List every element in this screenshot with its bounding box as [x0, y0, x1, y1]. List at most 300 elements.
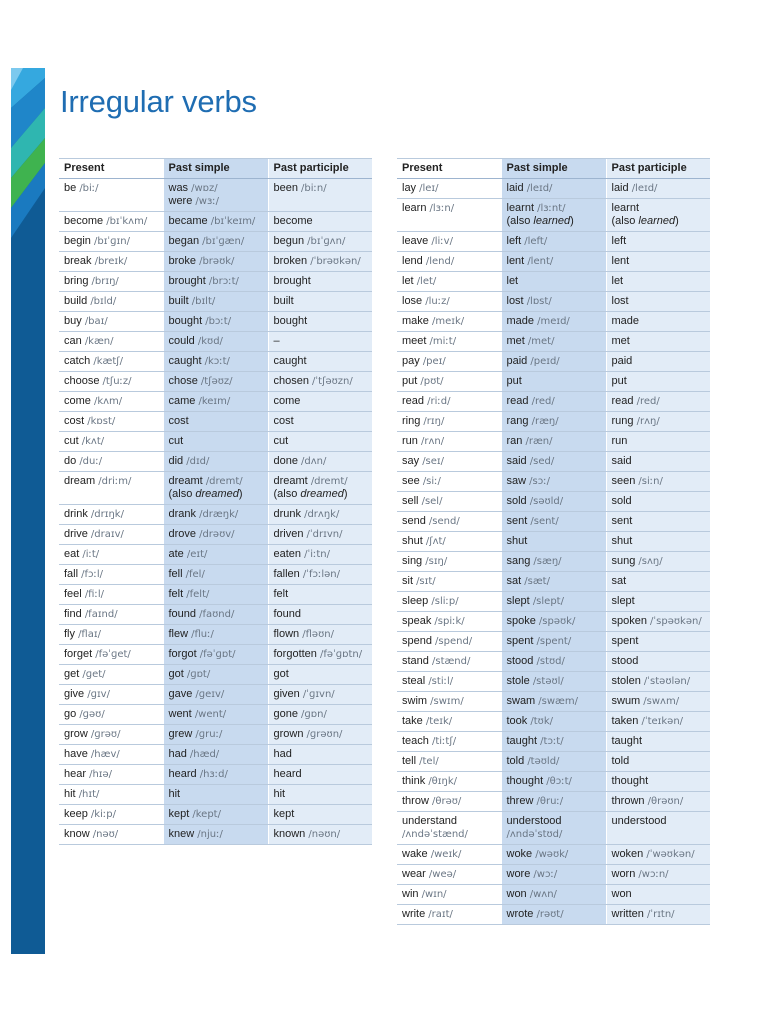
past-word-2: were — [168, 195, 193, 207]
present-ipa: /pʊt/ — [420, 376, 444, 387]
present-ipa: /faɪnd/ — [84, 609, 118, 620]
table-row — [397, 572, 710, 592]
present-ipa: /luːz/ — [425, 296, 450, 307]
past-word: became — [168, 215, 208, 227]
table-row — [397, 885, 710, 905]
cell-present — [59, 665, 163, 685]
present-ipa: /rʌn/ — [420, 436, 445, 447]
table-row — [397, 692, 710, 712]
part-word: dreamt — [273, 475, 308, 487]
cell-past-participle — [606, 432, 710, 452]
past-word: taught — [506, 735, 538, 747]
past-word: hit — [168, 788, 181, 800]
cell-past-simple — [501, 845, 606, 865]
present-ipa: /stænd/ — [431, 656, 471, 667]
part-word: lost — [611, 295, 629, 307]
cell-past-simple — [501, 472, 606, 492]
past-word: began — [168, 235, 200, 247]
cell-present — [397, 772, 501, 792]
header-present: Present — [59, 159, 163, 179]
present-ipa: /ʃʌt/ — [425, 536, 446, 547]
table-row — [397, 672, 710, 692]
present-ipa: /weə/ — [428, 869, 457, 880]
cell-past-simple — [501, 792, 606, 812]
past-word: sent — [506, 515, 528, 527]
past-word: wrote — [506, 908, 534, 920]
part-ipa: /sʌŋ/ — [638, 556, 663, 567]
cell-past-participle — [606, 312, 710, 332]
part-word: built — [273, 295, 294, 307]
cell-past-participle — [606, 532, 710, 552]
note-alternative-form: learned — [533, 215, 571, 227]
past-word: lost — [506, 295, 524, 307]
present-word: cost — [64, 415, 85, 427]
table-row — [397, 452, 710, 472]
cell-past-participle — [268, 525, 372, 545]
present-ipa: /swɪm/ — [430, 696, 464, 707]
cell-present — [397, 885, 501, 905]
cell-past-participle — [606, 672, 710, 692]
cell-past-simple — [163, 645, 268, 665]
table-row — [397, 252, 710, 272]
part-word: kept — [273, 808, 295, 820]
past-ipa: /hɜːd/ — [199, 769, 228, 780]
part-word: begun — [273, 235, 305, 247]
header-past-simple: Past simple — [163, 159, 268, 179]
part-word: chosen — [273, 375, 309, 387]
past-ipa: /went/ — [194, 709, 227, 720]
past-word: lent — [506, 255, 525, 267]
cell-present — [59, 392, 163, 412]
cell-past-participle — [606, 352, 710, 372]
present-ipa: /bɪˈɡɪn/ — [93, 236, 130, 247]
past-word: went — [168, 708, 192, 720]
cell-past-participle — [606, 472, 710, 492]
cell-past-simple — [501, 552, 606, 572]
past-ipa: /rəʊt/ — [536, 909, 564, 920]
part-word: worn — [611, 868, 636, 880]
part-ipa: /leɪd/ — [631, 183, 658, 194]
past-word: spoke — [506, 615, 536, 627]
table-row — [59, 725, 372, 745]
table-row — [59, 179, 372, 212]
present-word: begin — [64, 235, 91, 247]
cell-past-participle — [606, 752, 710, 772]
cell-past-participle — [268, 785, 372, 805]
cell-past-participle — [606, 552, 710, 572]
table-row — [397, 372, 710, 392]
cell-past-simple — [163, 292, 268, 312]
part-word: heard — [273, 768, 302, 780]
present-ipa: /kʌt/ — [81, 436, 105, 447]
cell-past-participle — [268, 565, 372, 585]
cell-past-participle — [606, 612, 710, 632]
present-word: build — [64, 295, 88, 307]
present-ipa: /ɡet/ — [82, 669, 106, 680]
cell-past-participle — [606, 372, 710, 392]
cell-present — [59, 825, 163, 845]
present-ipa: /fɔːl/ — [81, 569, 104, 580]
cell-past-participle — [268, 685, 372, 705]
present-ipa: /sel/ — [421, 496, 443, 507]
part-alternative-note — [274, 488, 368, 501]
past-word: came — [168, 395, 196, 407]
past-word: drank — [168, 508, 197, 520]
past-ipa: /met/ — [527, 336, 555, 347]
cell-present — [397, 692, 501, 712]
cell-past-simple — [501, 179, 606, 199]
cell-past-simple — [501, 252, 606, 272]
part-word: sold — [611, 495, 632, 507]
header-past-simple: Past simple — [501, 159, 606, 179]
present-ipa: /leɪ/ — [419, 183, 439, 194]
cell-present — [397, 752, 501, 772]
past-ipa: /dɪd/ — [186, 456, 210, 467]
cell-past-participle — [268, 545, 372, 565]
present-ipa: /kiːp/ — [90, 809, 116, 820]
past-ipa: /sæt/ — [524, 576, 550, 587]
present-ipa-line: /ʌndəˈstænd/ — [402, 829, 468, 840]
cell-present — [59, 272, 163, 292]
cell-past-simple — [163, 545, 268, 565]
past-word: learnt — [506, 202, 535, 214]
past-ipa: /fəˈɡɒt/ — [199, 649, 236, 660]
past-word: rang — [506, 415, 529, 427]
cell-past-participle — [606, 692, 710, 712]
part-word: understood — [611, 815, 667, 827]
cell-past-participle — [268, 252, 372, 272]
present-word: sing — [402, 555, 423, 567]
past-word: woke — [506, 848, 533, 860]
table-row — [397, 232, 710, 252]
present-word: give — [64, 688, 85, 700]
past-ipa: /tɔːt/ — [540, 736, 564, 747]
past-ipa: /leɪd/ — [526, 183, 553, 194]
part-word: learnt — [611, 202, 640, 214]
past-word: sat — [506, 575, 522, 587]
page-title: Irregular verbs — [60, 84, 257, 119]
cell-present — [59, 585, 163, 605]
past-ipa: /wəʊk/ — [535, 849, 569, 860]
cell-past-simple — [501, 272, 606, 292]
cell-past-participle — [606, 292, 710, 312]
past-word: could — [168, 335, 195, 347]
cell-past-simple — [163, 725, 268, 745]
table-row — [59, 705, 372, 725]
present-ipa: /kæn/ — [84, 336, 114, 347]
part-word: cost — [273, 415, 294, 427]
part-word: laid — [611, 182, 629, 194]
cell-past-simple — [163, 705, 268, 725]
table-row — [59, 765, 372, 785]
present-word: spend — [402, 635, 432, 647]
past-ipa: /sed/ — [529, 456, 555, 467]
present-ipa: /kætʃ/ — [93, 356, 123, 367]
cell-past-participle — [268, 725, 372, 745]
side-decoration-strip — [11, 68, 49, 1001]
present-word: let — [402, 275, 414, 287]
present-ipa: /drɪŋk/ — [90, 509, 124, 520]
cell-present — [397, 552, 501, 572]
past-ipa: /kept/ — [192, 809, 221, 820]
part-word: come — [273, 395, 301, 407]
present-ipa: /bɪˈkʌm/ — [106, 216, 148, 227]
present-word: learn — [402, 202, 427, 214]
table-row — [397, 292, 710, 312]
cell-past-simple — [163, 605, 268, 625]
present-word: make — [402, 315, 429, 327]
part-word: caught — [273, 355, 307, 367]
cell-present — [59, 352, 163, 372]
cell-past-participle — [268, 505, 372, 525]
present-ipa: /let/ — [416, 276, 437, 287]
note-suffix: ) — [570, 215, 574, 227]
cell-past-participle — [268, 272, 372, 292]
decorative-stripes-icon — [11, 68, 45, 248]
past-ipa: /brəʊk/ — [199, 256, 235, 267]
cell-present — [397, 232, 501, 252]
part-word: let — [611, 275, 624, 287]
page-number: 164 — [29, 989, 49, 1001]
cell-past-simple — [163, 372, 268, 392]
past-word: won — [506, 888, 527, 900]
part-word: told — [611, 755, 630, 767]
cell-present — [59, 605, 163, 625]
table-row — [59, 332, 372, 352]
table-row — [59, 505, 372, 525]
present-word: read — [402, 395, 425, 407]
cell-past-participle — [606, 332, 710, 352]
past-word: said — [506, 455, 527, 467]
cell-present — [59, 705, 163, 725]
cell-present — [59, 292, 163, 312]
past-word: flew — [168, 628, 189, 640]
present-word: sit — [402, 575, 413, 587]
present-word: speak — [402, 615, 432, 627]
cell-past-participle — [268, 665, 372, 685]
table-row — [397, 552, 710, 572]
present-ipa: /fiːl/ — [84, 589, 104, 600]
past-word: saw — [506, 475, 527, 487]
part-word: grown — [273, 728, 304, 740]
table-row — [397, 612, 710, 632]
present-word: become — [64, 215, 104, 227]
present-ipa: /stiːl/ — [428, 676, 454, 687]
table-row — [59, 525, 372, 545]
cell-present — [59, 179, 163, 212]
past-alternative-note — [169, 488, 263, 501]
past-word: stood — [506, 655, 534, 667]
present-word: tell — [402, 755, 417, 767]
present-ipa: /spend/ — [435, 636, 473, 647]
present-word: catch — [64, 355, 91, 367]
part-word: said — [611, 455, 632, 467]
table-row — [59, 585, 372, 605]
cell-past-simple — [501, 732, 606, 752]
present-ipa: /peɪ/ — [422, 356, 446, 367]
present-ipa: /kʌm/ — [93, 396, 123, 407]
present-ipa: /send/ — [428, 516, 460, 527]
past-word: forgot — [168, 648, 197, 660]
cell-past-participle — [268, 765, 372, 785]
table-row — [59, 665, 372, 685]
past-ipa: /bɪlt/ — [191, 296, 216, 307]
past-word: did — [168, 455, 184, 467]
note-prefix: (also — [506, 215, 534, 227]
present-word: teach — [402, 735, 429, 747]
present-word: bring — [64, 275, 89, 287]
past-word: built — [168, 295, 189, 307]
cell-present — [397, 292, 501, 312]
part-word: stolen — [611, 675, 641, 687]
table-body-left — [59, 179, 372, 845]
present-word: do — [64, 455, 77, 467]
cell-past-simple — [501, 905, 606, 925]
table-row — [397, 752, 710, 772]
past-alternative-note — [507, 215, 601, 228]
cell-past-participle — [268, 392, 372, 412]
table-row — [397, 592, 710, 612]
past-word: heard — [168, 768, 197, 780]
table-row — [59, 272, 372, 292]
cell-past-simple — [501, 292, 606, 312]
table-row — [59, 625, 372, 645]
irregular-verbs-table-left — [59, 158, 372, 845]
cell-present — [59, 745, 163, 765]
part-ipa: /nəʊn/ — [308, 829, 341, 840]
cell-past-simple — [163, 352, 268, 372]
irregular-verbs-table-right — [397, 158, 710, 925]
cell-present — [59, 645, 163, 665]
cell-past-participle — [606, 812, 710, 845]
past-word: shut — [506, 535, 528, 547]
header-present: Present — [397, 159, 501, 179]
cell-present — [397, 532, 501, 552]
present-ipa: /baɪ/ — [84, 316, 108, 327]
table-row — [397, 865, 710, 885]
part-word: sung — [611, 555, 636, 567]
past-word: grew — [168, 728, 193, 740]
part-ipa: /fəˈɡɒtn/ — [319, 649, 363, 660]
table-row — [397, 732, 710, 752]
present-ipa: /liːv/ — [431, 236, 453, 247]
table-row — [59, 605, 372, 625]
present-word: sleep — [402, 595, 429, 607]
note-suffix: ) — [343, 488, 348, 500]
present-word: go — [64, 708, 77, 720]
cell-present — [397, 592, 501, 612]
table-row — [397, 772, 710, 792]
cell-past-participle — [606, 865, 710, 885]
cell-past-participle — [268, 212, 372, 232]
present-ipa: /lɜːn/ — [429, 203, 455, 214]
table-row — [397, 532, 710, 552]
cell-past-simple — [501, 532, 606, 552]
past-ipa: /tʊk/ — [530, 716, 553, 727]
past-ipa: /eɪt/ — [186, 549, 208, 560]
past-ipa: /faʊnd/ — [199, 609, 235, 620]
part-word: drunk — [273, 508, 302, 520]
part-word: thought — [611, 775, 649, 787]
cell-past-participle — [606, 452, 710, 472]
present-ipa: /duː/ — [79, 456, 103, 467]
part-word: lent — [611, 255, 630, 267]
cell-past-participle — [268, 645, 372, 665]
part-ipa: /siːn/ — [638, 476, 663, 487]
past-word: wore — [506, 868, 531, 880]
present-ipa: /tel/ — [419, 756, 439, 767]
cell-past-simple — [501, 492, 606, 512]
past-ipa: /keɪm/ — [198, 396, 231, 407]
table-row — [397, 812, 710, 845]
part-word: been — [273, 182, 298, 194]
cell-present — [397, 412, 501, 432]
table-row — [59, 685, 372, 705]
past-word: let — [506, 275, 519, 287]
past-ipa: /drəʊv/ — [199, 529, 235, 540]
header-past-participle: Past participle — [268, 159, 372, 179]
cell-past-simple — [163, 505, 268, 525]
table-row — [59, 745, 372, 765]
cell-past-simple — [501, 332, 606, 352]
cell-past-simple — [501, 612, 606, 632]
part-word: become — [273, 215, 313, 227]
cell-past-simple — [163, 212, 268, 232]
cell-present — [59, 805, 163, 825]
present-word: swim — [402, 695, 428, 707]
part-alternative-note — [612, 215, 706, 228]
present-word: find — [64, 608, 82, 620]
cell-past-simple — [163, 232, 268, 252]
cell-past-simple — [163, 825, 268, 845]
present-word: understand — [402, 815, 458, 827]
past-word: threw — [506, 795, 534, 807]
part-word: had — [273, 748, 292, 760]
past-ipa: /red/ — [531, 396, 555, 407]
cell-past-simple — [501, 672, 606, 692]
past-ipa: /sɔː/ — [529, 476, 550, 487]
past-word: found — [168, 608, 197, 620]
past-ipa: /ɡɒt/ — [186, 669, 211, 680]
present-word: be — [64, 182, 77, 194]
past-ipa: /peɪd/ — [530, 356, 560, 367]
present-word: hear — [64, 768, 87, 780]
present-ipa: /bɪld/ — [90, 296, 117, 307]
present-ipa: /draɪv/ — [90, 529, 124, 540]
present-ipa: /rɪŋ/ — [423, 416, 445, 427]
past-ipa: /wʌn/ — [529, 889, 557, 900]
cell-past-simple — [163, 472, 268, 505]
cell-past-simple — [163, 685, 268, 705]
cell-past-participle — [268, 232, 372, 252]
present-word: come — [64, 395, 91, 407]
cell-present — [397, 732, 501, 752]
cell-past-participle — [606, 179, 710, 199]
past-word: met — [506, 335, 525, 347]
cell-past-participle — [268, 179, 372, 212]
part-word: swum — [611, 695, 641, 707]
cell-past-simple — [163, 432, 268, 452]
past-ipa: /ɡruː/ — [195, 729, 223, 740]
part-word: felt — [273, 588, 289, 600]
part-word: put — [611, 375, 627, 387]
part-ipa: /ˈwəʊkən/ — [646, 849, 695, 860]
past-ipa: /səʊld/ — [529, 496, 564, 507]
present-word: know — [64, 828, 90, 840]
past-ipa: /bɪˈɡæn/ — [202, 236, 245, 247]
present-ipa: /spiːk/ — [434, 616, 465, 627]
cell-past-simple — [501, 312, 606, 332]
